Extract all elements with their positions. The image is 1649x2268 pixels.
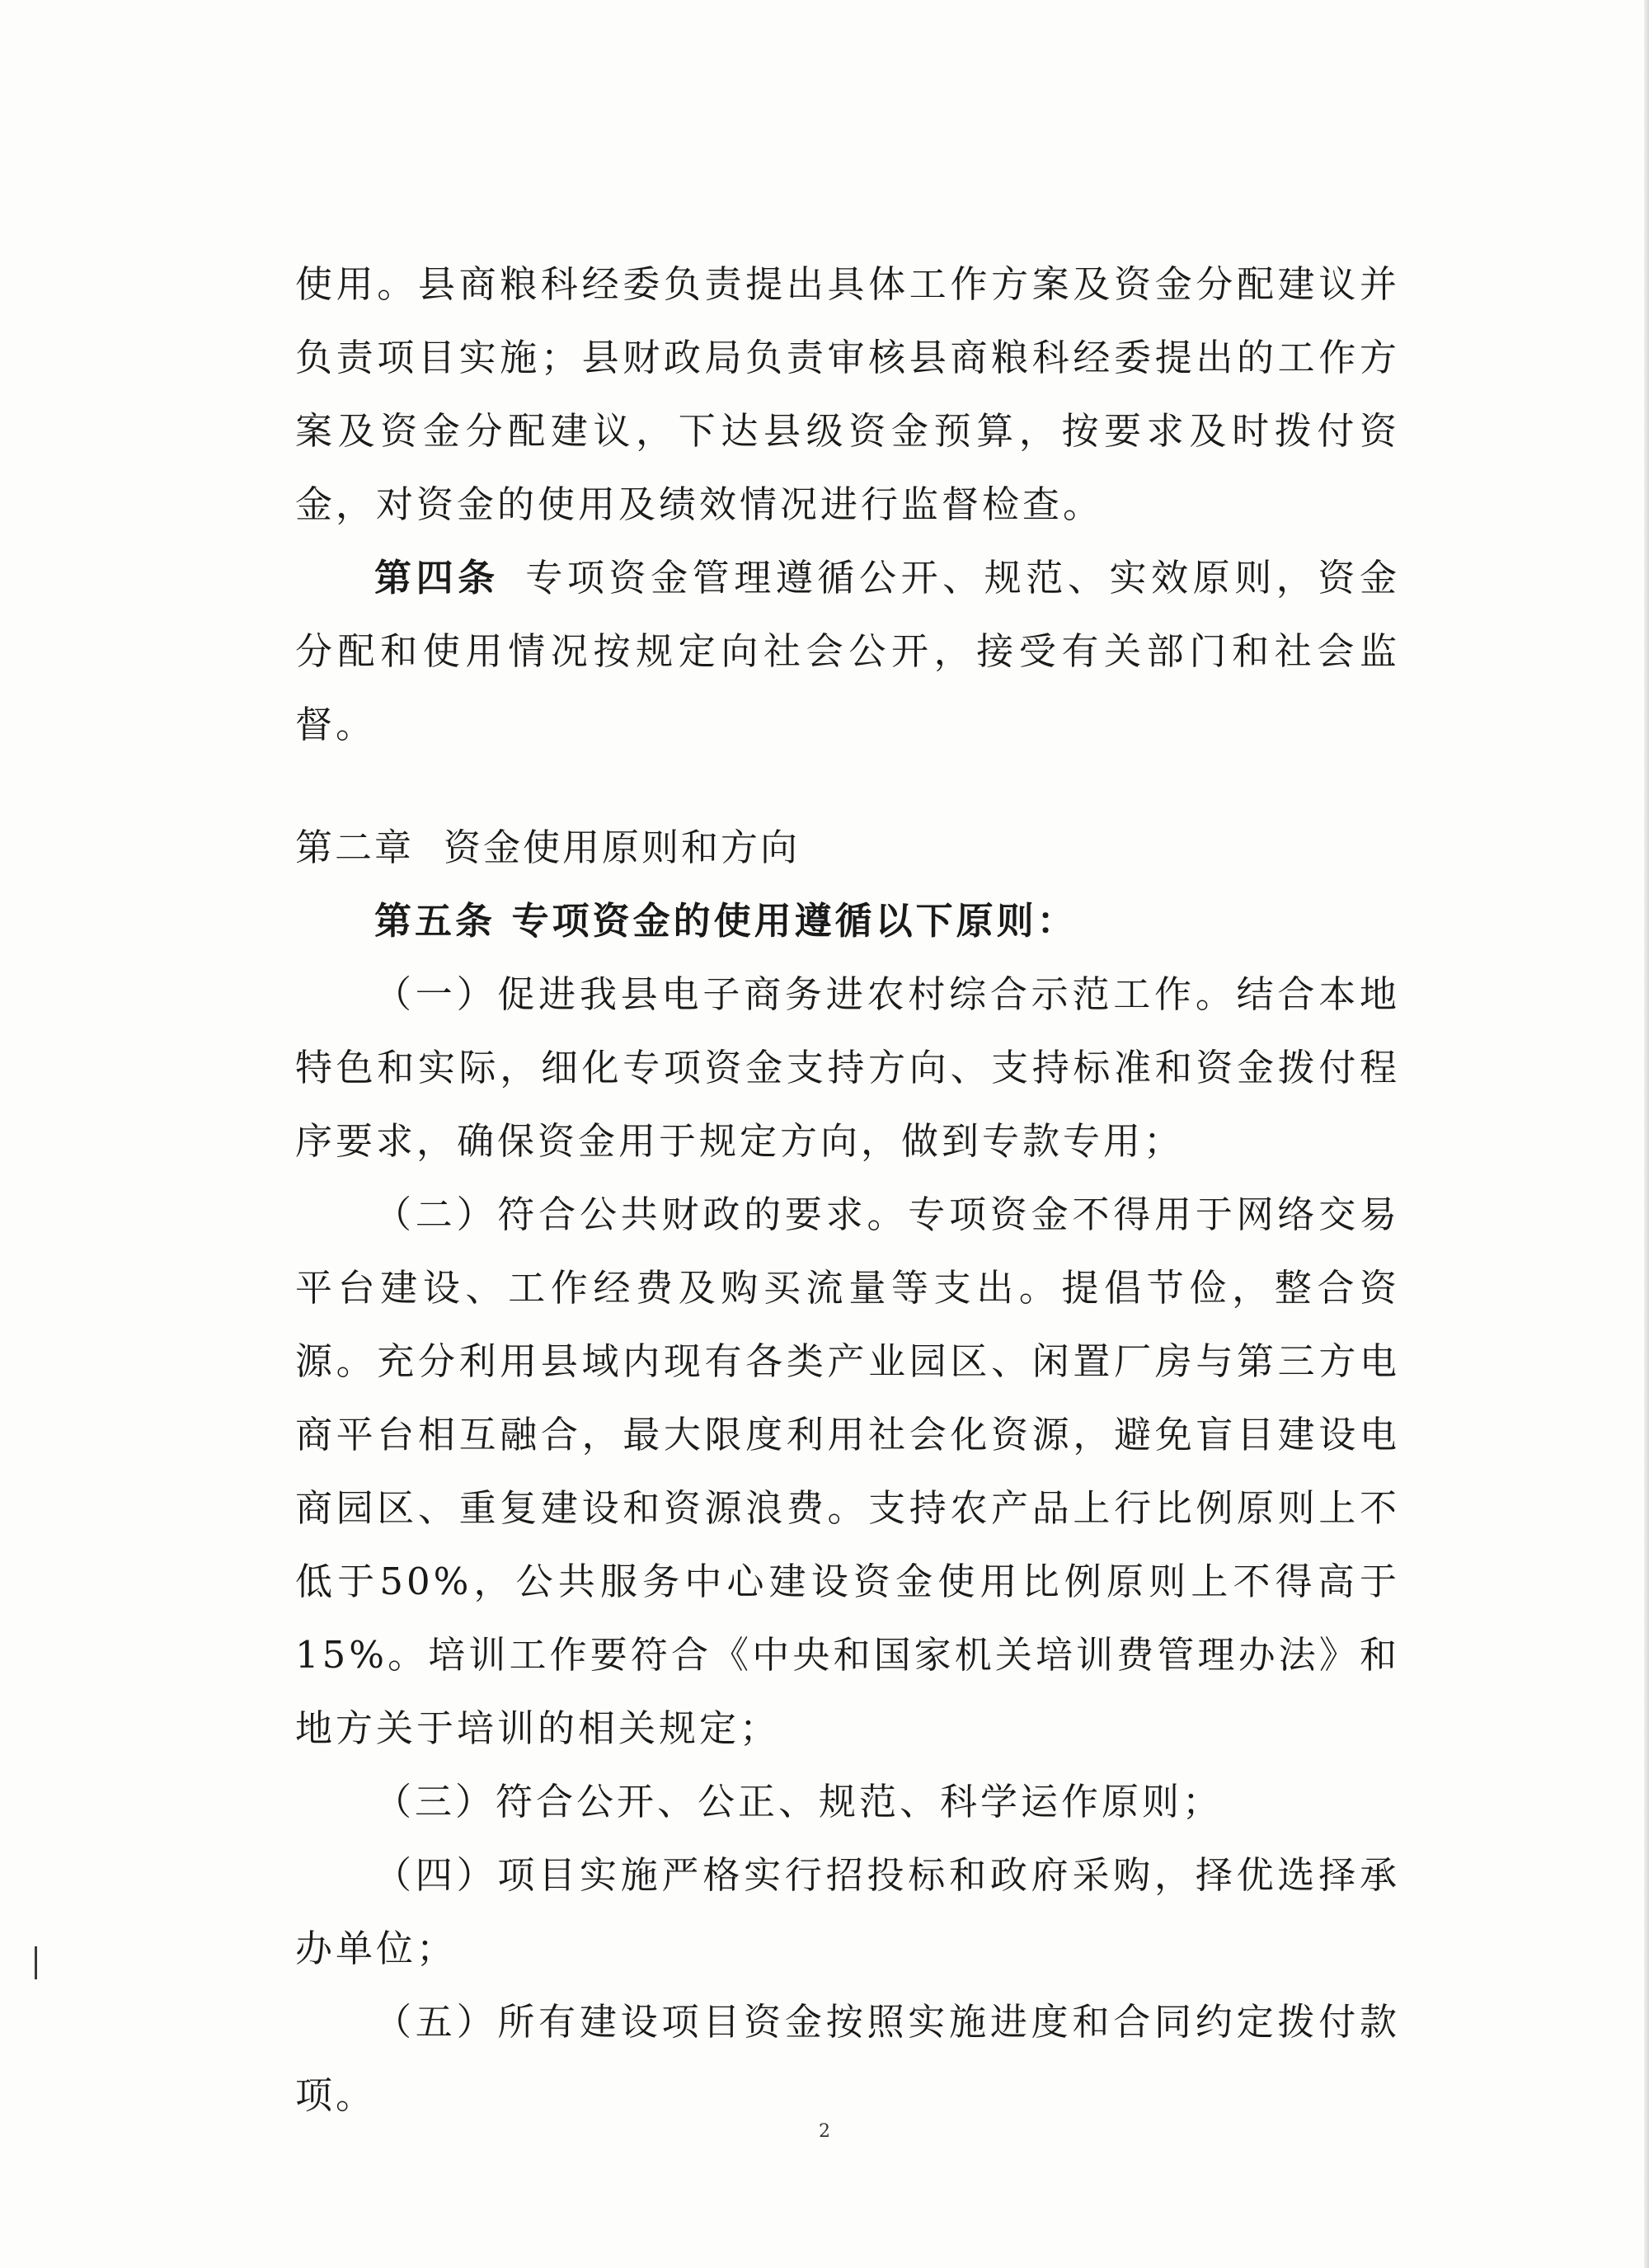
article-5-heading: 第五条 专项资金的使用遵循以下原则：	[374, 899, 1078, 943]
article-5-item-4: （四）项目实施严格实行招投标和政府采购，择优选择承办单位；	[295, 1853, 1400, 1970]
article-5-item-5: （五）所有建设项目资金按照实施进度和合同约定拨付款项。	[295, 2000, 1400, 2117]
chapter-number: 第二章	[295, 826, 415, 869]
article-4	[295, 541, 1400, 761]
article-4-label: 第四条	[374, 556, 500, 600]
article-5-item-1: （一）促进我县电子商务进农村综合示范工作。结合本地特色和实际，细化专项资金支持方向、支持标准和资金拨付程序要求，确保资金用于规定方向，做到专款专用；	[295, 972, 1400, 1163]
article-5-item-2: （二）符合公共财政的要求。专项资金不得用于网络交易平台建设、工作经费及购买流量等支出。提倡节俭，整合资源。充分利用县域内现有各类产业园区、闲置厂房与第三方电商平台相互融合，最大限度利用社会化资源，避免盲目建设电商园区、重复建设和资源浪费。支持农产品上行比例原则上不低于50%，公共服务中心建设资金使用比例原则上不得高于15%。培训工作要符合《中央和国家机关培训费管理办法》和地方关于培训的相关规定；	[295, 1193, 1400, 1750]
chapter-title: 资金使用原则和方向	[444, 826, 801, 869]
chapter-heading	[295, 811, 1400, 884]
article-4-text: 专项资金管理遵循公开、规范、实效原则，资金分配和使用情况按规定向社会公开，接受有关部门和社会监督。	[295, 556, 1400, 746]
page-number: 2	[819, 2121, 830, 2142]
scan-edge-shadow	[1644, 0, 1649, 2268]
document-body	[295, 247, 1400, 2132]
article-5-item-3: （三）符合公开、公正、规范、科学运作原则；	[374, 1780, 1224, 1823]
opening-paragraph: 使用。县商粮科经委负责提出具体工作方案及资金分配建议并负责项目实施；县财政局负责审核县商粮科经委提出的工作方案及资金分配建议，下达县级资金预算，按要求及时拨付资金，对资金的使用及绩效情况进行监督检查。	[295, 262, 1400, 526]
scan-mark	[35, 1946, 37, 1979]
